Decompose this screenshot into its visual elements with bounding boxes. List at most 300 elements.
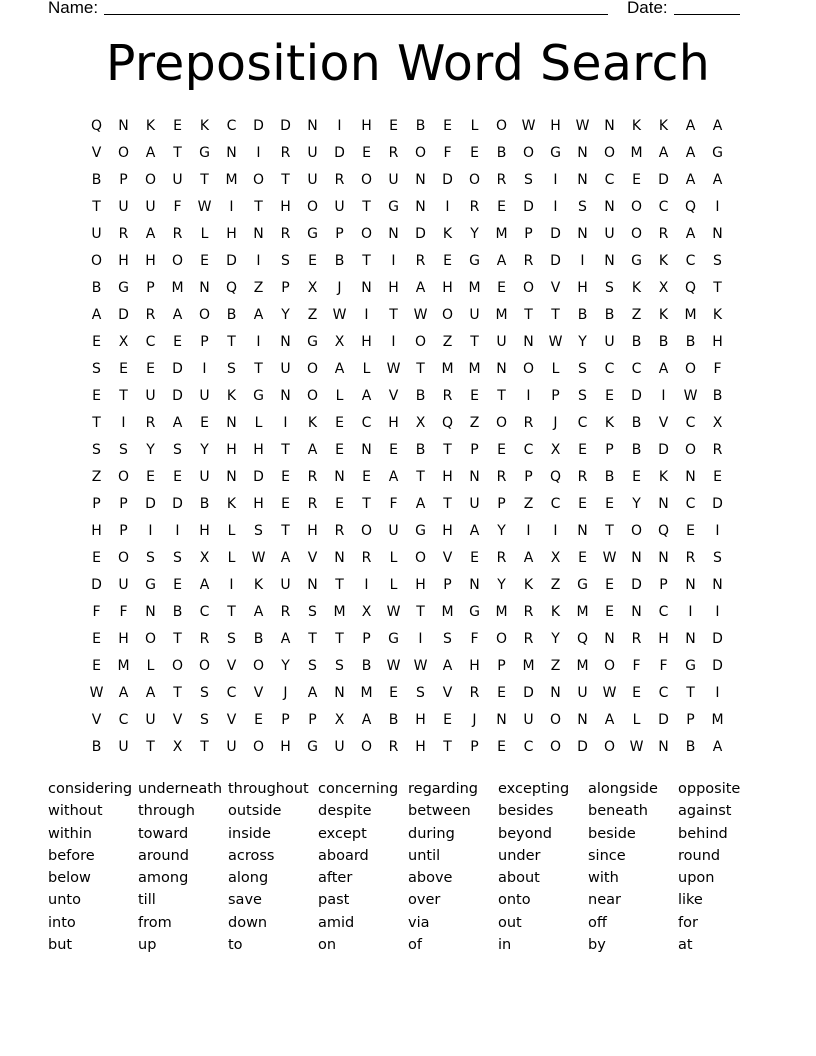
grid-letter[interactable]: E [443, 711, 452, 728]
grid-letter[interactable]: A [307, 684, 318, 701]
grid-letter[interactable]: A [685, 144, 696, 161]
grid-letter[interactable]: E [308, 252, 317, 269]
grid-letter[interactable]: O [171, 657, 184, 674]
grid-letter[interactable]: D [658, 711, 669, 728]
grid-letter[interactable]: N [496, 360, 507, 377]
grid-letter[interactable]: E [389, 684, 398, 701]
grid-letter[interactable]: C [658, 198, 669, 215]
grid-letter[interactable]: E [173, 333, 182, 350]
grid-letter[interactable]: Q [441, 414, 454, 431]
grid-letter[interactable]: H [577, 279, 588, 296]
grid-letter[interactable]: E [200, 414, 209, 431]
grid-letter[interactable]: P [524, 225, 533, 242]
grid-letter[interactable]: Q [576, 630, 589, 647]
grid-letter[interactable]: E [173, 576, 182, 593]
grid-letter[interactable]: S [524, 171, 533, 188]
grid-letter[interactable]: D [226, 252, 237, 269]
grid-letter[interactable]: T [200, 171, 209, 188]
grid-letter[interactable]: S [146, 549, 155, 566]
grid-letter[interactable]: P [443, 576, 452, 593]
grid-letter[interactable]: Y [200, 441, 209, 458]
grid-letter[interactable]: W [413, 306, 428, 323]
grid-letter[interactable]: R [280, 603, 291, 620]
grid-letter[interactable]: R [361, 549, 372, 566]
grid-letter[interactable]: I [526, 387, 531, 404]
grid-letter[interactable]: D [118, 306, 129, 323]
grid-letter[interactable]: A [442, 657, 453, 674]
grid-letter[interactable]: U [334, 198, 345, 215]
grid-letter[interactable]: E [335, 495, 344, 512]
grid-letter[interactable]: C [226, 684, 237, 701]
grid-letter[interactable]: L [389, 549, 398, 566]
grid-letter[interactable]: N [118, 117, 129, 134]
grid-letter[interactable]: C [550, 495, 561, 512]
grid-letter[interactable]: I [715, 684, 720, 701]
grid-letter[interactable]: D [172, 360, 183, 377]
grid-letter[interactable]: X [712, 414, 723, 431]
grid-letter[interactable]: L [227, 549, 236, 566]
grid-letter[interactable]: A [280, 630, 291, 647]
grid-letter[interactable]: B [631, 333, 642, 350]
grid-letter[interactable]: A [118, 684, 129, 701]
grid-letter[interactable]: N [604, 198, 615, 215]
grid-letter[interactable]: Y [497, 522, 506, 539]
grid-letter[interactable]: N [685, 630, 696, 647]
grid-letter[interactable]: E [632, 171, 641, 188]
grid-letter[interactable]: M [225, 171, 238, 188]
grid-letter[interactable]: P [308, 711, 317, 728]
grid-letter[interactable]: D [523, 684, 534, 701]
grid-letter[interactable]: E [92, 657, 101, 674]
grid-letter[interactable]: M [468, 360, 481, 377]
grid-letter[interactable]: U [145, 387, 156, 404]
grid-letter[interactable]: W [683, 387, 698, 404]
grid-letter[interactable]: P [524, 468, 533, 485]
grid-letter[interactable]: S [416, 684, 425, 701]
grid-letter[interactable]: B [91, 171, 102, 188]
grid-letter[interactable]: D [712, 630, 723, 647]
grid-letter[interactable]: A [712, 171, 723, 188]
grid-letter[interactable]: V [253, 684, 264, 701]
grid-letter[interactable]: T [281, 171, 290, 188]
grid-letter[interactable]: S [578, 387, 587, 404]
grid-letter[interactable]: Y [632, 495, 641, 512]
grid-letter[interactable]: N [658, 738, 669, 755]
grid-letter[interactable]: H [118, 630, 129, 647]
grid-letter[interactable]: C [604, 360, 615, 377]
grid-letter[interactable]: N [226, 144, 237, 161]
grid-letter[interactable]: W [332, 306, 347, 323]
grid-letter[interactable]: E [497, 198, 506, 215]
grid-letter[interactable]: I [256, 144, 261, 161]
grid-letter[interactable]: N [604, 630, 615, 647]
grid-letter[interactable]: H [442, 522, 453, 539]
grid-letter[interactable]: E [497, 279, 506, 296]
grid-letter[interactable]: E [389, 117, 398, 134]
grid-letter[interactable]: O [495, 414, 508, 431]
grid-letter[interactable]: W [251, 549, 266, 566]
grid-letter[interactable]: E [497, 738, 506, 755]
grid-letter[interactable]: E [497, 441, 506, 458]
grid-letter[interactable]: O [360, 225, 373, 242]
grid-letter[interactable]: S [119, 441, 128, 458]
grid-letter[interactable]: G [685, 657, 696, 674]
grid-letter[interactable]: D [550, 225, 561, 242]
grid-letter[interactable]: E [281, 468, 290, 485]
grid-letter[interactable]: T [281, 522, 290, 539]
grid-letter[interactable]: Q [657, 522, 670, 539]
grid-letter[interactable]: U [118, 198, 129, 215]
grid-letter[interactable]: U [523, 711, 534, 728]
grid-letter[interactable]: R [172, 225, 183, 242]
grid-letter[interactable]: R [523, 603, 534, 620]
grid-letter[interactable]: H [388, 279, 399, 296]
grid-letter[interactable]: N [523, 333, 534, 350]
grid-letter[interactable]: D [253, 468, 264, 485]
grid-letter[interactable]: S [92, 441, 101, 458]
grid-letter[interactable]: G [388, 198, 399, 215]
grid-letter[interactable]: R [145, 414, 156, 431]
grid-letter[interactable]: K [712, 306, 723, 323]
grid-letter[interactable]: B [415, 117, 426, 134]
grid-letter[interactable]: O [252, 657, 265, 674]
grid-letter[interactable]: B [496, 144, 507, 161]
grid-letter[interactable]: M [171, 279, 184, 296]
grid-letter[interactable]: I [661, 387, 666, 404]
grid-letter[interactable]: N [631, 549, 642, 566]
grid-letter[interactable]: T [92, 198, 101, 215]
grid-letter[interactable]: A [145, 144, 156, 161]
grid-letter[interactable]: V [388, 387, 399, 404]
grid-letter[interactable]: O [603, 144, 616, 161]
grid-letter[interactable]: A [685, 225, 696, 242]
grid-letter[interactable]: H [226, 225, 237, 242]
grid-letter[interactable]: D [712, 657, 723, 674]
grid-letter[interactable]: S [713, 549, 722, 566]
grid-letter[interactable]: U [469, 306, 480, 323]
grid-letter[interactable]: L [389, 576, 398, 593]
grid-letter[interactable]: T [443, 738, 452, 755]
grid-letter[interactable]: T [173, 630, 182, 647]
grid-letter[interactable]: M [495, 306, 508, 323]
grid-letter[interactable]: A [712, 738, 723, 755]
grid-letter[interactable]: L [254, 414, 263, 431]
grid-letter[interactable]: O [603, 738, 616, 755]
grid-letter[interactable]: U [172, 171, 183, 188]
grid-letter[interactable]: P [362, 630, 371, 647]
grid-letter[interactable]: V [307, 549, 318, 566]
grid-letter[interactable]: E [92, 333, 101, 350]
grid-letter[interactable]: G [550, 144, 561, 161]
grid-letter[interactable]: T [389, 306, 398, 323]
grid-letter[interactable]: Q [684, 279, 697, 296]
grid-letter[interactable]: R [199, 630, 210, 647]
grid-letter[interactable]: C [685, 414, 696, 431]
grid-letter[interactable]: T [308, 630, 317, 647]
grid-letter[interactable]: O [252, 171, 265, 188]
grid-letter[interactable]: H [361, 333, 372, 350]
grid-letter[interactable]: S [254, 522, 263, 539]
grid-letter[interactable]: M [360, 684, 373, 701]
grid-letter[interactable]: E [281, 495, 290, 512]
grid-letter[interactable]: T [551, 306, 560, 323]
grid-letter[interactable]: T [146, 738, 155, 755]
date-blank-line[interactable] [674, 14, 740, 15]
grid-letter[interactable]: E [362, 144, 371, 161]
grid-letter[interactable]: V [442, 684, 453, 701]
grid-letter[interactable]: K [523, 576, 534, 593]
grid-letter[interactable]: K [199, 117, 210, 134]
grid-letter[interactable]: H [469, 657, 480, 674]
grid-letter[interactable]: B [91, 738, 102, 755]
grid-letter[interactable]: V [172, 711, 183, 728]
grid-letter[interactable]: Y [281, 306, 290, 323]
grid-letter[interactable]: G [712, 144, 723, 161]
grid-letter[interactable]: T [416, 603, 425, 620]
grid-letter[interactable]: T [335, 576, 344, 593]
grid-letter[interactable]: D [253, 117, 264, 134]
grid-letter[interactable]: S [200, 711, 209, 728]
grid-letter[interactable]: Z [631, 306, 642, 323]
grid-letter[interactable]: E [578, 441, 587, 458]
grid-letter[interactable]: G [199, 144, 210, 161]
grid-letter[interactable]: F [92, 603, 101, 620]
grid-letter[interactable]: E [713, 468, 722, 485]
grid-letter[interactable]: K [550, 603, 561, 620]
grid-letter[interactable]: A [253, 603, 264, 620]
grid-letter[interactable]: Z [469, 414, 480, 431]
grid-letter[interactable]: N [604, 252, 615, 269]
grid-letter[interactable]: H [145, 252, 156, 269]
grid-letter[interactable]: I [256, 333, 261, 350]
grid-letter[interactable]: E [605, 603, 614, 620]
grid-letter[interactable]: S [173, 441, 182, 458]
grid-letter[interactable]: N [685, 576, 696, 593]
grid-letter[interactable]: F [470, 630, 479, 647]
grid-letter[interactable]: Q [684, 198, 697, 215]
grid-letter[interactable]: R [496, 468, 507, 485]
grid-letter[interactable]: I [364, 306, 369, 323]
grid-letter[interactable]: R [280, 225, 291, 242]
grid-letter[interactable]: O [684, 441, 697, 458]
grid-letter[interactable]: D [658, 441, 669, 458]
grid-letter[interactable]: M [333, 603, 346, 620]
grid-letter[interactable]: I [148, 522, 153, 539]
grid-letter[interactable]: Q [90, 117, 103, 134]
grid-letter[interactable]: L [335, 387, 344, 404]
grid-letter[interactable]: O [360, 738, 373, 755]
grid-letter[interactable]: S [173, 549, 182, 566]
grid-letter[interactable]: T [416, 360, 425, 377]
grid-letter[interactable]: N [577, 171, 588, 188]
grid-letter[interactable]: Q [225, 279, 238, 296]
grid-letter[interactable]: N [712, 225, 723, 242]
grid-letter[interactable]: N [415, 198, 426, 215]
grid-letter[interactable]: M [684, 306, 697, 323]
grid-letter[interactable]: L [470, 117, 479, 134]
grid-letter[interactable]: O [360, 522, 373, 539]
grid-letter[interactable]: O [522, 360, 535, 377]
grid-letter[interactable]: T [686, 684, 695, 701]
grid-letter[interactable]: N [334, 684, 345, 701]
grid-letter[interactable]: A [685, 117, 696, 134]
grid-letter[interactable]: U [145, 711, 156, 728]
grid-letter[interactable]: U [145, 198, 156, 215]
grid-letter[interactable]: K [226, 495, 237, 512]
grid-letter[interactable]: O [306, 360, 319, 377]
grid-letter[interactable]: K [226, 387, 237, 404]
grid-letter[interactable]: D [712, 495, 723, 512]
grid-letter[interactable]: I [715, 522, 720, 539]
grid-letter[interactable]: X [118, 333, 129, 350]
grid-letter[interactable]: M [576, 657, 589, 674]
grid-letter[interactable]: S [443, 630, 452, 647]
grid-letter[interactable]: G [577, 576, 588, 593]
grid-letter[interactable]: X [550, 549, 561, 566]
grid-letter[interactable]: B [577, 306, 588, 323]
grid-letter[interactable]: C [523, 441, 534, 458]
grid-letter[interactable]: R [523, 414, 534, 431]
grid-letter[interactable]: C [631, 360, 642, 377]
grid-letter[interactable]: N [334, 549, 345, 566]
grid-letter[interactable]: I [445, 198, 450, 215]
grid-letter[interactable]: T [362, 495, 371, 512]
grid-letter[interactable]: V [91, 144, 102, 161]
grid-letter[interactable]: P [470, 738, 479, 755]
grid-letter[interactable]: N [280, 387, 291, 404]
grid-letter[interactable]: R [145, 306, 156, 323]
grid-letter[interactable]: U [280, 576, 291, 593]
grid-letter[interactable]: U [118, 738, 129, 755]
grid-letter[interactable]: N [226, 414, 237, 431]
grid-letter[interactable]: E [335, 441, 344, 458]
grid-letter[interactable]: E [497, 684, 506, 701]
grid-letter[interactable]: Y [470, 225, 479, 242]
grid-letter[interactable]: U [388, 171, 399, 188]
grid-letter[interactable]: X [334, 333, 345, 350]
grid-letter[interactable]: E [605, 387, 614, 404]
grid-letter[interactable]: H [712, 333, 723, 350]
grid-letter[interactable]: N [712, 576, 723, 593]
grid-letter[interactable]: W [602, 549, 617, 566]
grid-letter[interactable]: D [631, 576, 642, 593]
grid-letter[interactable]: R [469, 684, 480, 701]
grid-letter[interactable]: E [92, 549, 101, 566]
grid-letter[interactable]: G [415, 522, 426, 539]
grid-letter[interactable]: O [144, 630, 157, 647]
grid-letter[interactable]: R [712, 441, 723, 458]
grid-letter[interactable]: O [549, 738, 562, 755]
grid-letter[interactable]: M [468, 279, 481, 296]
grid-letter[interactable]: A [91, 306, 102, 323]
grid-letter[interactable]: J [553, 414, 558, 431]
grid-letter[interactable]: E [92, 387, 101, 404]
grid-letter[interactable]: U [604, 333, 615, 350]
grid-letter[interactable]: G [631, 252, 642, 269]
grid-letter[interactable]: R [523, 252, 534, 269]
grid-letter[interactable]: I [553, 522, 558, 539]
grid-letter[interactable]: A [523, 549, 534, 566]
grid-letter[interactable]: S [335, 657, 344, 674]
grid-letter[interactable]: C [226, 117, 237, 134]
grid-letter[interactable]: N [361, 441, 372, 458]
grid-letter[interactable]: P [335, 225, 344, 242]
grid-letter[interactable]: O [117, 468, 130, 485]
grid-letter[interactable]: T [362, 252, 371, 269]
grid-letter[interactable]: T [443, 495, 452, 512]
grid-letter[interactable]: H [361, 117, 372, 134]
grid-letter[interactable]: H [442, 279, 453, 296]
grid-letter[interactable]: E [389, 441, 398, 458]
grid-letter[interactable]: T [173, 144, 182, 161]
grid-letter[interactable]: R [334, 171, 345, 188]
grid-letter[interactable]: Z [91, 468, 102, 485]
grid-letter[interactable]: O [630, 198, 643, 215]
grid-letter[interactable]: H [253, 441, 264, 458]
grid-letter[interactable]: C [658, 684, 669, 701]
grid-letter[interactable]: R [631, 630, 642, 647]
grid-letter[interactable]: E [605, 576, 614, 593]
grid-letter[interactable]: G [307, 333, 318, 350]
grid-letter[interactable]: H [388, 414, 399, 431]
grid-letter[interactable]: O [414, 144, 427, 161]
grid-letter[interactable]: A [685, 171, 696, 188]
grid-letter[interactable]: M [117, 657, 130, 674]
grid-letter[interactable]: C [145, 333, 156, 350]
grid-letter[interactable]: D [91, 576, 102, 593]
grid-letter[interactable]: E [362, 468, 371, 485]
grid-letter[interactable]: O [414, 333, 427, 350]
grid-letter[interactable]: D [550, 252, 561, 269]
grid-letter[interactable]: I [229, 198, 234, 215]
grid-letter[interactable]: B [388, 711, 399, 728]
grid-letter[interactable]: P [281, 711, 290, 728]
grid-letter[interactable]: I [553, 198, 558, 215]
grid-letter[interactable]: A [307, 441, 318, 458]
grid-letter[interactable]: F [659, 657, 668, 674]
grid-letter[interactable]: L [551, 360, 560, 377]
grid-letter[interactable]: S [578, 198, 587, 215]
grid-letter[interactable]: A [469, 522, 480, 539]
grid-letter[interactable]: H [658, 630, 669, 647]
grid-letter[interactable]: D [658, 171, 669, 188]
grid-letter[interactable]: D [145, 495, 156, 512]
grid-letter[interactable]: P [119, 171, 128, 188]
grid-letter[interactable]: G [118, 279, 129, 296]
grid-letter[interactable]: B [631, 414, 642, 431]
grid-letter[interactable]: O [144, 171, 157, 188]
grid-letter[interactable]: T [362, 198, 371, 215]
grid-letter[interactable]: N [145, 603, 156, 620]
grid-letter[interactable]: G [469, 603, 480, 620]
grid-letter[interactable]: S [281, 252, 290, 269]
grid-letter[interactable]: W [629, 738, 644, 755]
grid-letter[interactable]: E [686, 522, 695, 539]
grid-letter[interactable]: B [91, 279, 102, 296]
grid-letter[interactable]: N [631, 603, 642, 620]
grid-letter[interactable]: B [658, 333, 669, 350]
grid-letter[interactable]: T [92, 414, 101, 431]
grid-letter[interactable]: W [386, 657, 401, 674]
grid-letter[interactable]: M [441, 603, 454, 620]
grid-letter[interactable]: A [172, 306, 183, 323]
grid-letter[interactable]: X [334, 711, 345, 728]
grid-letter[interactable]: N [577, 711, 588, 728]
grid-letter[interactable]: X [172, 738, 183, 755]
grid-letter[interactable]: Y [551, 630, 560, 647]
grid-letter[interactable]: E [146, 360, 155, 377]
grid-letter[interactable]: A [361, 387, 372, 404]
